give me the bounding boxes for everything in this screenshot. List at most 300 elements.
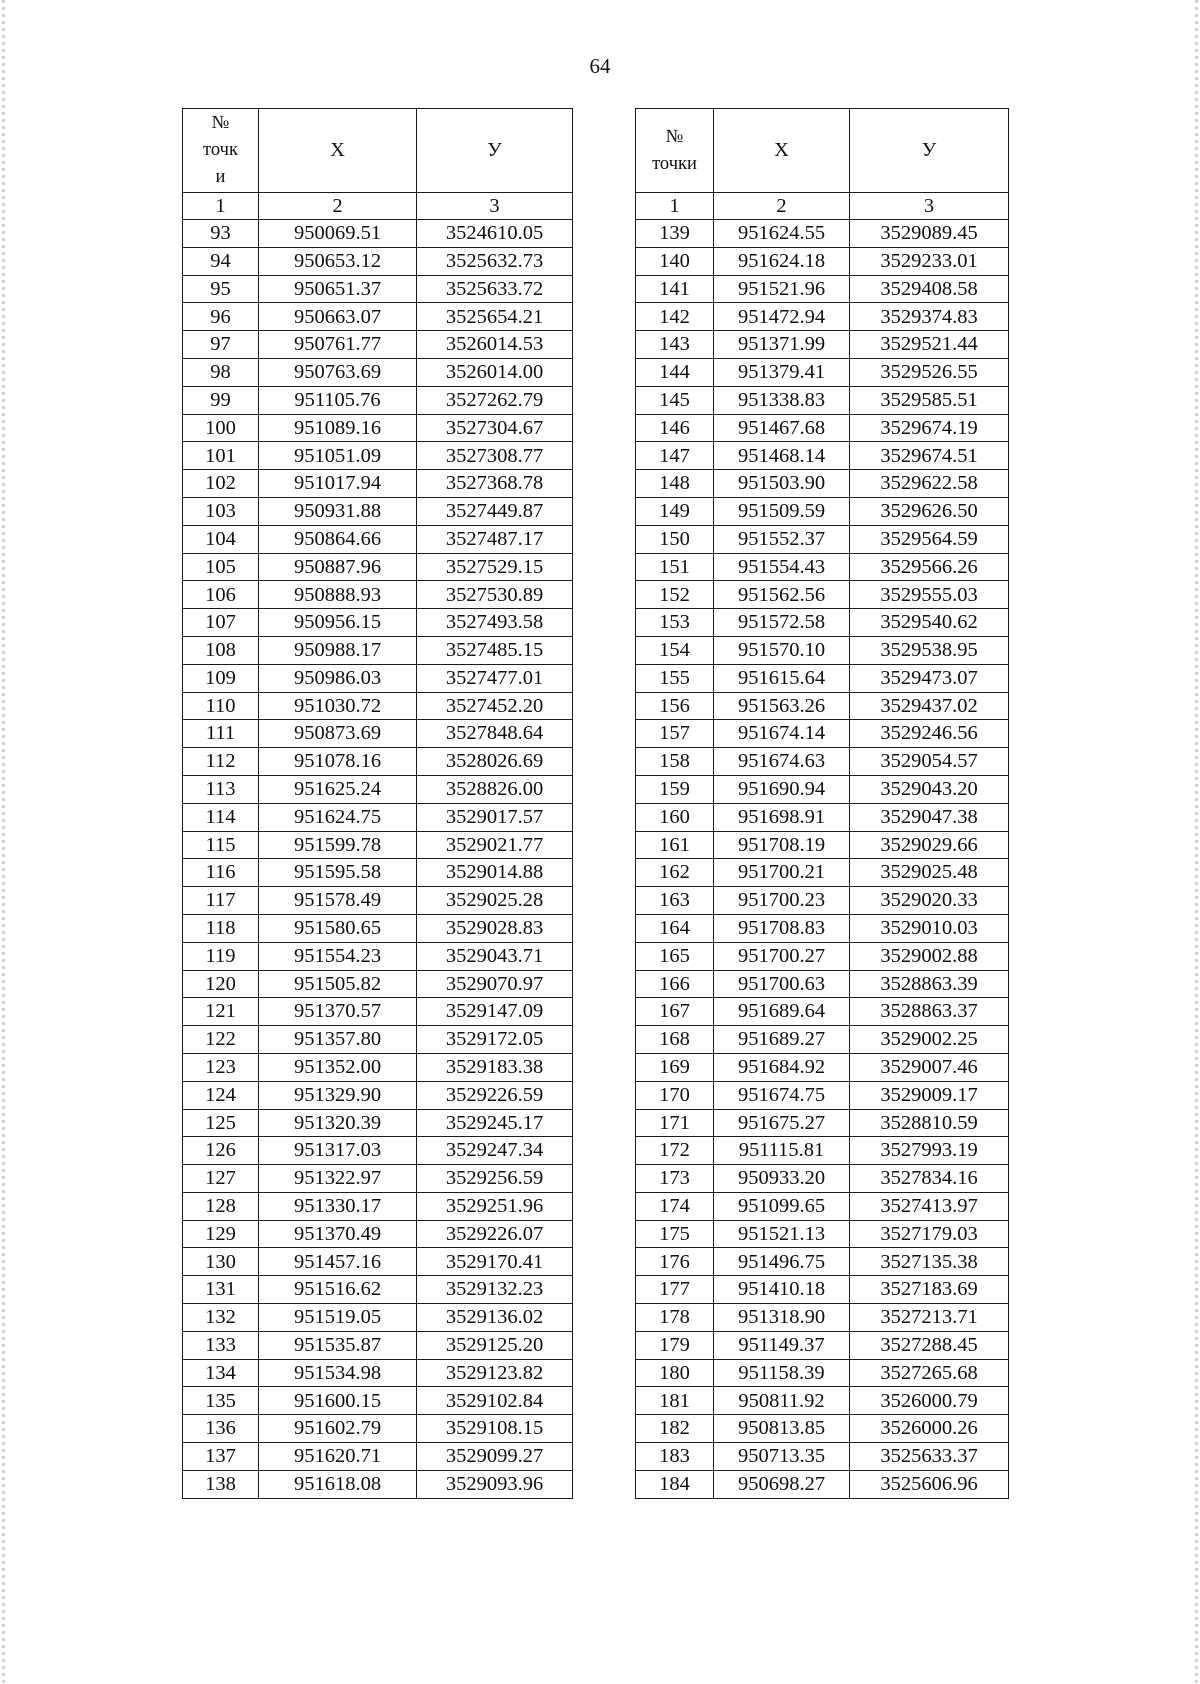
column-number-row <box>183 193 573 220</box>
point-number-cell: 121 <box>183 998 259 1026</box>
y-cell: 3527288.45 <box>850 1331 1009 1359</box>
x-cell: 951674.75 <box>714 1081 850 1109</box>
x-cell: 951051.09 <box>259 442 417 470</box>
y-cell: 3528026.69 <box>417 748 573 776</box>
point-number-cell: 166 <box>636 970 714 998</box>
table-row <box>183 414 573 442</box>
point-number-cell: 176 <box>636 1248 714 1276</box>
table-body-left <box>183 220 573 1499</box>
table-row <box>183 497 573 525</box>
point-number-cell: 135 <box>183 1387 259 1415</box>
point-number-cell: 170 <box>636 1081 714 1109</box>
x-cell: 950988.17 <box>259 636 417 664</box>
y-cell: 3529437.02 <box>850 692 1009 720</box>
x-cell: 951700.23 <box>714 887 850 915</box>
point-number-cell: 123 <box>183 1053 259 1081</box>
y-cell: 3529099.27 <box>417 1443 573 1471</box>
table-row <box>183 803 573 831</box>
table-row <box>636 720 1009 748</box>
table-row <box>183 1276 573 1304</box>
table-row <box>183 636 573 664</box>
x-cell: 951509.59 <box>714 497 850 525</box>
point-number-cell: 124 <box>183 1081 259 1109</box>
y-cell: 3529245.17 <box>417 1109 573 1137</box>
y-cell: 3525654.21 <box>417 303 573 331</box>
table-row <box>183 775 573 803</box>
table-row <box>183 1192 573 1220</box>
table-row <box>183 553 573 581</box>
point-number-cell: 154 <box>636 636 714 664</box>
point-number-cell: 184 <box>636 1470 714 1498</box>
y-cell: 3529132.23 <box>417 1276 573 1304</box>
y-cell: 3529538.95 <box>850 636 1009 664</box>
x-cell: 951317.03 <box>259 1137 417 1165</box>
point-number-cell: 134 <box>183 1359 259 1387</box>
point-number-cell: 155 <box>636 664 714 692</box>
x-cell: 951338.83 <box>714 386 850 414</box>
table-row <box>636 358 1009 386</box>
y-cell: 3529089.45 <box>850 220 1009 248</box>
y-cell: 3529521.44 <box>850 331 1009 359</box>
y-cell: 3529251.96 <box>417 1192 573 1220</box>
point-number-cell: 142 <box>636 303 714 331</box>
table-row <box>636 1026 1009 1054</box>
table-row <box>636 831 1009 859</box>
table-row <box>183 303 573 331</box>
x-cell: 951521.13 <box>714 1220 850 1248</box>
y-cell: 3527262.79 <box>417 386 573 414</box>
x-cell: 950651.37 <box>259 275 417 303</box>
table-row <box>636 1387 1009 1415</box>
y-cell: 3526000.26 <box>850 1415 1009 1443</box>
table-row <box>183 609 573 637</box>
table-row <box>183 1053 573 1081</box>
table-row <box>636 914 1009 942</box>
y-cell: 3529102.84 <box>417 1387 573 1415</box>
y-cell: 3529585.51 <box>850 386 1009 414</box>
y-cell: 3529007.46 <box>850 1053 1009 1081</box>
x-cell: 951467.68 <box>714 414 850 442</box>
y-cell: 3529070.97 <box>417 970 573 998</box>
x-cell: 951690.94 <box>714 775 850 803</box>
point-number-cell: 129 <box>183 1220 259 1248</box>
point-number-cell: 98 <box>183 358 259 386</box>
y-cell: 3529473.07 <box>850 664 1009 692</box>
x-cell: 950931.88 <box>259 497 417 525</box>
point-number-cell: 99 <box>183 386 259 414</box>
y-cell: 3527529.15 <box>417 553 573 581</box>
table-row <box>636 386 1009 414</box>
table-row <box>183 859 573 887</box>
x-cell: 951149.37 <box>714 1331 850 1359</box>
y-cell: 3529246.56 <box>850 720 1009 748</box>
x-cell: 951496.75 <box>714 1248 850 1276</box>
y-cell: 3529002.25 <box>850 1026 1009 1054</box>
table-row <box>183 1443 573 1471</box>
point-number-cell: 152 <box>636 581 714 609</box>
y-cell: 3529043.71 <box>417 942 573 970</box>
table-row <box>636 1053 1009 1081</box>
x-cell: 951521.96 <box>714 275 850 303</box>
point-number-cell: 143 <box>636 331 714 359</box>
x-cell: 951602.79 <box>259 1415 417 1443</box>
table-row <box>636 1276 1009 1304</box>
scan-edge-left <box>2 0 5 1684</box>
table-row <box>636 998 1009 1026</box>
x-cell: 951503.90 <box>714 470 850 498</box>
x-cell: 951516.62 <box>259 1276 417 1304</box>
x-cell: 951674.14 <box>714 720 850 748</box>
point-number-cell: 110 <box>183 692 259 720</box>
y-cell: 3529226.07 <box>417 1220 573 1248</box>
y-cell: 3527265.68 <box>850 1359 1009 1387</box>
y-cell: 3529025.28 <box>417 887 573 915</box>
y-cell: 3529093.96 <box>417 1470 573 1498</box>
point-number-cell: 141 <box>636 275 714 303</box>
table-row <box>636 1165 1009 1193</box>
point-number-cell: 104 <box>183 525 259 553</box>
point-number-cell: 158 <box>636 748 714 776</box>
point-number-cell: 168 <box>636 1026 714 1054</box>
y-cell: 3527487.17 <box>417 525 573 553</box>
x-cell: 950069.51 <box>259 220 417 248</box>
x-cell: 951600.15 <box>259 1387 417 1415</box>
point-number-cell: 116 <box>183 859 259 887</box>
point-number-cell: 150 <box>636 525 714 553</box>
table-row <box>183 1248 573 1276</box>
point-number-cell: 138 <box>183 1470 259 1498</box>
x-cell: 951371.99 <box>714 331 850 359</box>
y-cell: 3529010.03 <box>850 914 1009 942</box>
point-number-cell: 125 <box>183 1109 259 1137</box>
table-row <box>636 1443 1009 1471</box>
x-cell: 951078.16 <box>259 748 417 776</box>
x-cell: 951599.78 <box>259 831 417 859</box>
x-cell: 950813.85 <box>714 1415 850 1443</box>
point-number-cell: 144 <box>636 358 714 386</box>
y-cell: 3527449.87 <box>417 497 573 525</box>
point-number-cell: 107 <box>183 609 259 637</box>
table-row <box>636 553 1009 581</box>
coordinates-table-right <box>635 108 1009 1499</box>
table-row <box>183 1359 573 1387</box>
point-number-cell: 178 <box>636 1304 714 1332</box>
y-cell: 3529123.82 <box>417 1359 573 1387</box>
table-row <box>183 942 573 970</box>
y-cell: 3526014.00 <box>417 358 573 386</box>
table-row <box>183 1470 573 1498</box>
point-number-cell: 169 <box>636 1053 714 1081</box>
header-row <box>636 109 1009 193</box>
point-number-cell: 151 <box>636 553 714 581</box>
y-cell: 3529021.77 <box>417 831 573 859</box>
point-number-cell: 139 <box>636 220 714 248</box>
y-cell: 3529526.55 <box>850 358 1009 386</box>
y-cell: 3529108.15 <box>417 1415 573 1443</box>
x-cell: 950933.20 <box>714 1165 850 1193</box>
x-cell: 951675.27 <box>714 1109 850 1137</box>
x-cell: 951030.72 <box>259 692 417 720</box>
y-cell: 3529170.41 <box>417 1248 573 1276</box>
table-row <box>636 470 1009 498</box>
y-cell: 3527179.03 <box>850 1220 1009 1248</box>
x-cell: 951624.18 <box>714 247 850 275</box>
table-row <box>183 1415 573 1443</box>
header-x: Х <box>259 109 417 193</box>
table-row <box>183 358 573 386</box>
y-cell: 3527413.97 <box>850 1192 1009 1220</box>
header-y: У <box>850 109 1009 193</box>
table-row <box>636 220 1009 248</box>
point-number-cell: 175 <box>636 1220 714 1248</box>
table-row <box>636 859 1009 887</box>
x-cell: 951554.23 <box>259 942 417 970</box>
y-cell: 3529028.83 <box>417 914 573 942</box>
point-number-cell: 163 <box>636 887 714 915</box>
column-number: 2 <box>259 193 417 220</box>
y-cell: 3529626.50 <box>850 497 1009 525</box>
point-number-cell: 126 <box>183 1137 259 1165</box>
y-cell: 3529183.38 <box>417 1053 573 1081</box>
y-cell: 3525633.72 <box>417 275 573 303</box>
table-row <box>636 970 1009 998</box>
y-cell: 3529020.33 <box>850 887 1009 915</box>
table-row <box>636 525 1009 553</box>
table-row <box>636 775 1009 803</box>
x-cell: 950663.07 <box>259 303 417 331</box>
table-row <box>183 442 573 470</box>
x-cell: 951684.92 <box>714 1053 850 1081</box>
table-row <box>183 887 573 915</box>
point-number-cell: 133 <box>183 1331 259 1359</box>
y-cell: 3529025.48 <box>850 859 1009 887</box>
table-row <box>636 1220 1009 1248</box>
table-row <box>636 1359 1009 1387</box>
point-number-cell: 122 <box>183 1026 259 1054</box>
point-number-cell: 95 <box>183 275 259 303</box>
header-point-number: № точк и <box>183 109 259 193</box>
table-row <box>636 1304 1009 1332</box>
table-row <box>183 720 573 748</box>
point-number-cell: 153 <box>636 609 714 637</box>
point-number-cell: 173 <box>636 1165 714 1193</box>
table-row <box>183 1304 573 1332</box>
y-cell: 3526000.79 <box>850 1387 1009 1415</box>
point-number-cell: 137 <box>183 1443 259 1471</box>
x-cell: 951318.90 <box>714 1304 850 1332</box>
y-cell: 3529555.03 <box>850 581 1009 609</box>
x-cell: 951379.41 <box>714 358 850 386</box>
y-cell: 3527530.89 <box>417 581 573 609</box>
y-cell: 3527135.38 <box>850 1248 1009 1276</box>
y-cell: 3528863.37 <box>850 998 1009 1026</box>
x-cell: 951624.75 <box>259 803 417 831</box>
point-number-cell: 113 <box>183 775 259 803</box>
point-number-cell: 156 <box>636 692 714 720</box>
point-number-cell: 119 <box>183 942 259 970</box>
column-number-row <box>636 193 1009 220</box>
table-row <box>183 1220 573 1248</box>
y-cell: 3528810.59 <box>850 1109 1009 1137</box>
point-number-cell: 106 <box>183 581 259 609</box>
table-row <box>183 1081 573 1109</box>
point-number-cell: 117 <box>183 887 259 915</box>
point-number-cell: 100 <box>183 414 259 442</box>
point-number-cell: 147 <box>636 442 714 470</box>
point-number-cell: 105 <box>183 553 259 581</box>
point-number-cell: 103 <box>183 497 259 525</box>
point-number-cell: 127 <box>183 1165 259 1193</box>
table-row <box>636 609 1009 637</box>
x-cell: 951352.00 <box>259 1053 417 1081</box>
point-number-cell: 136 <box>183 1415 259 1443</box>
y-cell: 3529017.57 <box>417 803 573 831</box>
table-row <box>636 692 1009 720</box>
y-cell: 3528826.00 <box>417 775 573 803</box>
x-cell: 951625.24 <box>259 775 417 803</box>
point-number-cell: 164 <box>636 914 714 942</box>
point-number-cell: 101 <box>183 442 259 470</box>
table-row <box>636 664 1009 692</box>
table-row <box>183 220 573 248</box>
table-row <box>636 275 1009 303</box>
x-cell: 951620.71 <box>259 1443 417 1471</box>
y-cell: 3527477.01 <box>417 664 573 692</box>
y-cell: 3529256.59 <box>417 1165 573 1193</box>
y-cell: 3527485.15 <box>417 636 573 664</box>
y-cell: 3524610.05 <box>417 220 573 248</box>
table-row <box>636 247 1009 275</box>
y-cell: 3529125.20 <box>417 1331 573 1359</box>
point-number-cell: 165 <box>636 942 714 970</box>
y-cell: 3527848.64 <box>417 720 573 748</box>
point-number-cell: 161 <box>636 831 714 859</box>
x-cell: 951578.49 <box>259 887 417 915</box>
x-cell: 951457.16 <box>259 1248 417 1276</box>
point-number-cell: 159 <box>636 775 714 803</box>
x-cell: 951615.64 <box>714 664 850 692</box>
point-number-cell: 140 <box>636 247 714 275</box>
table-row <box>183 1165 573 1193</box>
x-cell: 951320.39 <box>259 1109 417 1137</box>
y-cell: 3529674.19 <box>850 414 1009 442</box>
y-cell: 3529564.59 <box>850 525 1009 553</box>
point-number-cell: 109 <box>183 664 259 692</box>
table-row <box>636 803 1009 831</box>
column-number: 3 <box>850 193 1009 220</box>
x-cell: 951115.81 <box>714 1137 850 1165</box>
y-cell: 3527493.58 <box>417 609 573 637</box>
x-cell: 951519.05 <box>259 1304 417 1332</box>
point-number-cell: 111 <box>183 720 259 748</box>
table-row <box>183 1387 573 1415</box>
x-cell: 951580.65 <box>259 914 417 942</box>
x-cell: 951472.94 <box>714 303 850 331</box>
x-cell: 951505.82 <box>259 970 417 998</box>
point-number-cell: 167 <box>636 998 714 1026</box>
point-number-cell: 183 <box>636 1443 714 1471</box>
point-number-cell: 131 <box>183 1276 259 1304</box>
point-number-cell: 145 <box>636 386 714 414</box>
y-cell: 3529674.51 <box>850 442 1009 470</box>
x-cell: 951552.37 <box>714 525 850 553</box>
y-cell: 3527183.69 <box>850 1276 1009 1304</box>
table-row <box>636 1192 1009 1220</box>
x-cell: 950761.77 <box>259 331 417 359</box>
table-row <box>183 1026 573 1054</box>
x-cell: 951158.39 <box>714 1359 850 1387</box>
y-cell: 3529247.34 <box>417 1137 573 1165</box>
x-cell: 950698.27 <box>714 1470 850 1498</box>
x-cell: 951370.49 <box>259 1220 417 1248</box>
point-number-cell: 180 <box>636 1359 714 1387</box>
x-cell: 951534.98 <box>259 1359 417 1387</box>
x-cell: 951017.94 <box>259 470 417 498</box>
y-cell: 3527308.77 <box>417 442 573 470</box>
point-number-cell: 108 <box>183 636 259 664</box>
table-row <box>636 1415 1009 1443</box>
table-row <box>183 1137 573 1165</box>
y-cell: 3526014.53 <box>417 331 573 359</box>
point-number-cell: 174 <box>636 1192 714 1220</box>
header-row <box>183 109 573 193</box>
point-number-cell: 96 <box>183 303 259 331</box>
x-cell: 951357.80 <box>259 1026 417 1054</box>
column-number: 1 <box>636 193 714 220</box>
y-cell: 3527452.20 <box>417 692 573 720</box>
x-cell: 950887.96 <box>259 553 417 581</box>
y-cell: 3529029.66 <box>850 831 1009 859</box>
point-number-cell: 177 <box>636 1276 714 1304</box>
point-number-cell: 118 <box>183 914 259 942</box>
x-cell: 951554.43 <box>714 553 850 581</box>
table-row <box>183 275 573 303</box>
y-cell: 3529054.57 <box>850 748 1009 776</box>
x-cell: 951698.91 <box>714 803 850 831</box>
point-number-cell: 130 <box>183 1248 259 1276</box>
point-number-cell: 102 <box>183 470 259 498</box>
table-row <box>183 692 573 720</box>
x-cell: 950864.66 <box>259 525 417 553</box>
table-row <box>636 1248 1009 1276</box>
x-cell: 951595.58 <box>259 859 417 887</box>
x-cell: 951322.97 <box>259 1165 417 1193</box>
y-cell: 3529566.26 <box>850 553 1009 581</box>
point-number-cell: 181 <box>636 1387 714 1415</box>
point-number-cell: 128 <box>183 1192 259 1220</box>
y-cell: 3529002.88 <box>850 942 1009 970</box>
table-row <box>636 497 1009 525</box>
table-row <box>183 831 573 859</box>
table-row <box>183 470 573 498</box>
x-cell: 951410.18 <box>714 1276 850 1304</box>
y-cell: 3527368.78 <box>417 470 573 498</box>
x-cell: 951708.19 <box>714 831 850 859</box>
x-cell: 950811.92 <box>714 1387 850 1415</box>
table-row <box>636 748 1009 776</box>
x-cell: 951570.10 <box>714 636 850 664</box>
x-cell: 951562.56 <box>714 581 850 609</box>
x-cell: 951624.55 <box>714 220 850 248</box>
x-cell: 950888.93 <box>259 581 417 609</box>
table-row <box>636 1470 1009 1498</box>
table-row <box>183 970 573 998</box>
x-cell: 950713.35 <box>714 1443 850 1471</box>
y-cell: 3525606.96 <box>850 1470 1009 1498</box>
header-point-number: № точки <box>636 109 714 193</box>
table-row <box>183 914 573 942</box>
y-cell: 3529009.17 <box>850 1081 1009 1109</box>
